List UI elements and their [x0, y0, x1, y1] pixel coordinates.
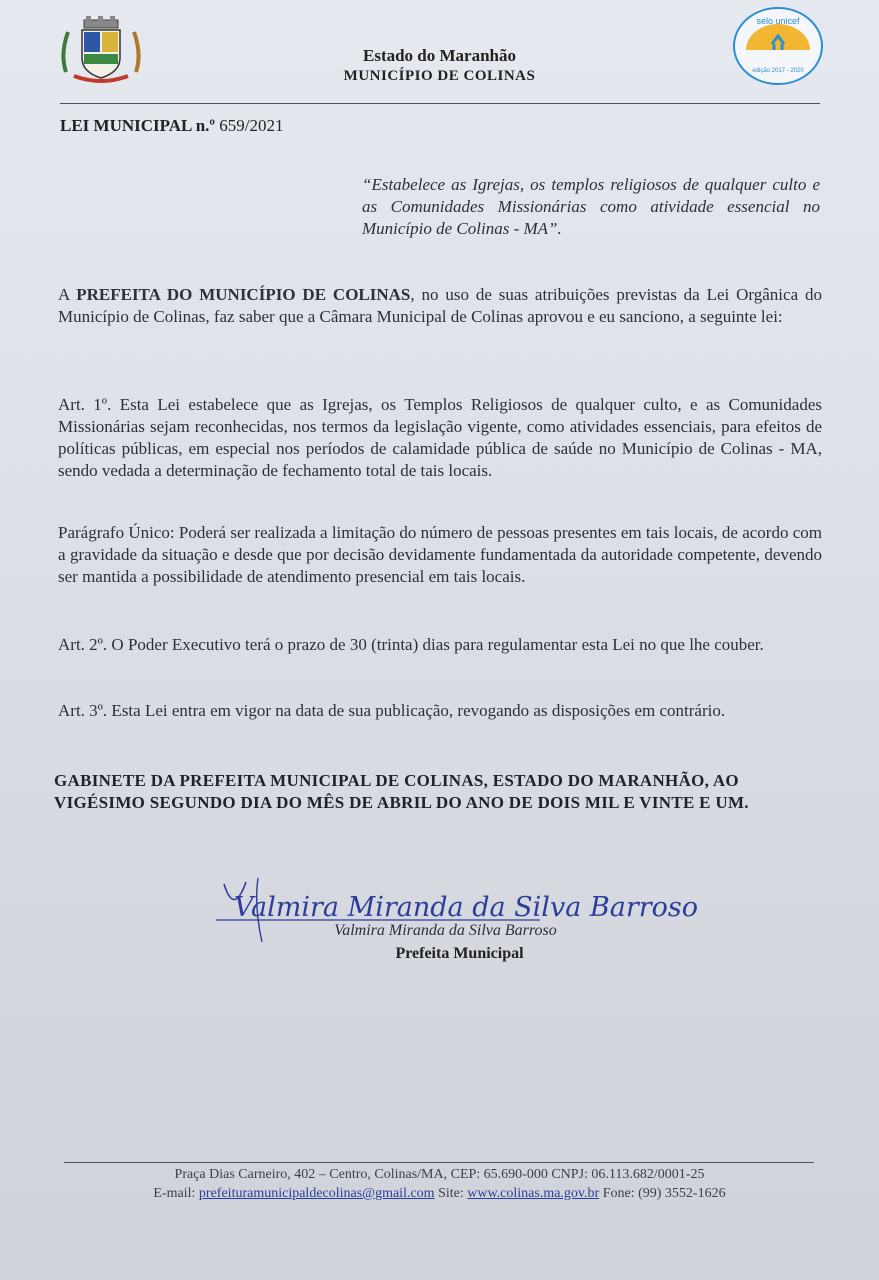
preamble-rest: , no uso de suas atribuições previstas da Lei Orgânica do Município de Colinas, faz saber que a Câmara Municipal de Colinas aprovou e eu sanciono, a seguinte lei:: [58, 285, 822, 326]
header-state: Estado do Maranhão: [362, 46, 517, 65]
law-title: [60, 116, 284, 136]
signer-role: Prefeita Municipal: [395, 945, 524, 962]
signer-name: Valmira Miranda da Silva Barroso: [334, 922, 557, 939]
footer-site-link[interactable]: www.colinas.ma.gov.br: [467, 1186, 600, 1201]
paragraph-unico: Parágrafo Único: Poderá ser realizada a limitação do número de pessoas presentes em tais locais, de acordo com a gravidade da situação e desde que por decisão devidamente fundamentada da autoridade competente, devendo ser mantida a possibilidade de atendimento presencial em tais locais.: [58, 523, 822, 586]
footer-email-label: E-mail:: [153, 1186, 199, 1201]
preamble-bold: PREFEITA DO MUNICÍPIO DE COLINAS: [76, 285, 411, 304]
footer-site-label: Site:: [434, 1186, 468, 1201]
law-ementa: “Estabelece as Igrejas, os templos religiosos de qualquer culto e as Comunidades Missionárias como atividade essencial no Município de Colinas - MA”.: [362, 175, 820, 238]
article-1: Art. 1º. Esta Lei estabelece que as Igrejas, os Templos Religiosos de qualquer culto, e as Comunidades Missionárias sejam reconhecidas, nos termos da legislação vigente, como atividades essenciais, para efeitos de políticas públicas, em especial nos períodos de calamidade pública de saúde no Município de Colinas - MA, sendo vedada a determinação de fechamento total de tais locais.: [58, 395, 822, 480]
signature-script: Valmira Miranda da Silva Barroso: [234, 892, 698, 923]
seal-bottom-text: edição 2017 - 2020: [752, 68, 804, 74]
header-divider: [60, 103, 820, 104]
law-number: 659/2021: [219, 116, 284, 135]
preamble: [58, 284, 822, 328]
footer-divider: [64, 1162, 814, 1163]
article-3: Art. 3º. Esta Lei entra em vigor na data de sua publicação, revogando as disposições em contrário.: [58, 701, 726, 720]
law-title-prefix: LEI MUNICIPAL n.º: [60, 116, 216, 135]
footer-contact: [0, 1186, 879, 1202]
closing-statement: GABINETE DA PREFEITA MUNICIPAL DE COLINAS, ESTADO DO MARANHÃO, AO VIGÉSIMO SEGUNDO DIA DO MÊS DE ABRIL DO ANO DE DOIS MIL E VINTE E UM.: [54, 771, 749, 812]
footer-address: Praça Dias Carneiro, 402 – Centro, Colinas/MA, CEP: 65.690-000 CNPJ: 06.113.682/0001-25: [174, 1167, 705, 1182]
header-municipality: MUNICÍPIO DE COLINAS: [343, 68, 536, 84]
footer-phone: Fone: (99) 3552-1626: [599, 1186, 726, 1201]
footer-email-link[interactable]: prefeituramunicipaldecolinas@gmail.com: [198, 1186, 435, 1201]
article-2: Art. 2º. O Poder Executivo terá o prazo de 30 (trinta) dias para regulamentar esta Lei no que lhe couber.: [58, 635, 764, 654]
seal-top-text: selo unicef: [756, 16, 800, 26]
preamble-lead: A: [58, 285, 77, 304]
